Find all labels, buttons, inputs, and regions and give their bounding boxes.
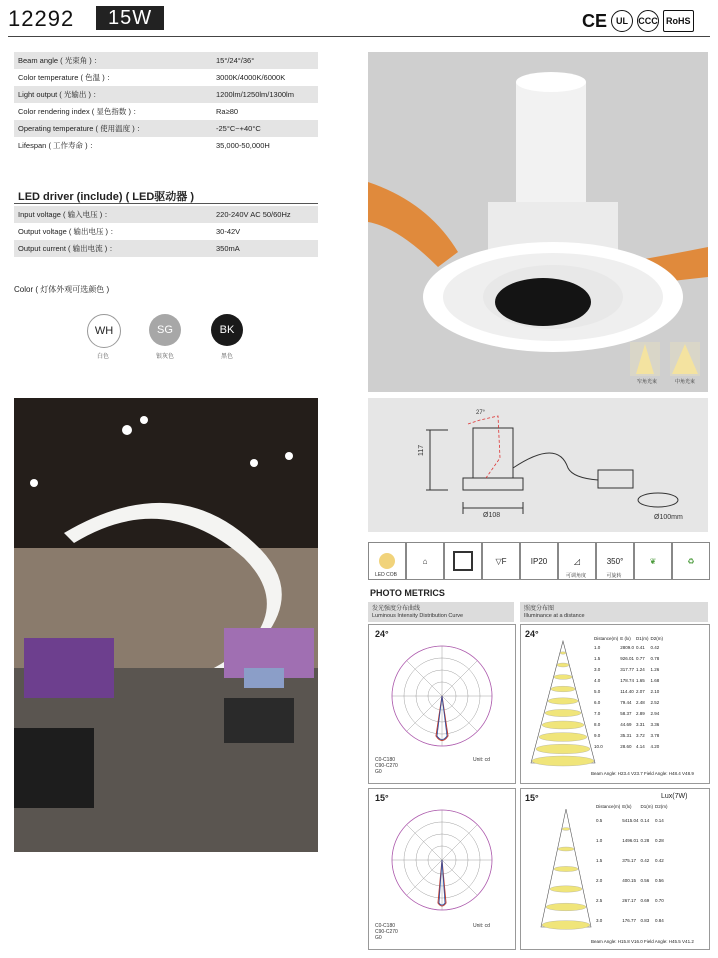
interior-photo (14, 398, 318, 852)
product-photo (368, 52, 708, 392)
beam-label-medium: 中角光束 (674, 379, 695, 385)
dimension-svg (368, 398, 708, 532)
icon-label: 可调角度 (565, 573, 586, 579)
spec-row: Color rendering index ( 显色指数 ) ： Ra≥80 (18, 107, 239, 116)
interior-illustration (14, 398, 318, 852)
spec-row: Color temperature ( 色温 ) ： 3000K/4000K/6000K (18, 73, 286, 82)
diameter-label: Ø108 (483, 512, 501, 519)
model-number: 12292 (8, 6, 75, 31)
downlight-illustration (368, 52, 708, 392)
icon-label: 可旋转 (606, 573, 622, 579)
right-col-header: 照度分布图 Illuminance at a distance (520, 602, 708, 622)
leaf-icon: ❦ (634, 542, 672, 580)
ccc-mark-icon: CCC (637, 10, 659, 32)
spec-row: Beam angle ( 光束角 ) ： 15°/24°/36° (14, 52, 318, 69)
driver-table (14, 206, 318, 257)
polar-chart-24: 24° C0-C180 C90-C270 G0 Unit: cd (368, 624, 516, 784)
rotate-icon: 350° (596, 542, 634, 580)
rohs-mark-icon: RoHS (663, 10, 694, 32)
color-swatch-wh: WH (87, 314, 121, 348)
left-col-header: 发光强度分布曲线 Luminous Intensity Distribution Curve (368, 602, 514, 622)
spec-row: Operating temperature ( 使用温度 ) ： -25°C~+40°C (14, 120, 318, 137)
beam-label-narrow: 窄角光束 (636, 379, 657, 385)
color-title: Color ( 灯体外观可选颜色 ) (14, 285, 110, 294)
spec-row: Light output ( 光输出 ) ： 1200lm/1250lm/1300lm (14, 86, 318, 103)
color-swatch-sg: SG (149, 314, 181, 346)
polar-unit: Unit: cd (473, 923, 490, 929)
photometrics-title: PHOTO METRICS (370, 588, 445, 598)
f-mark-icon: ▽F (482, 542, 520, 580)
polar-chart-15: 15° C0-C180 C90-C270 G0 Unit: cd (368, 788, 516, 950)
lux-label: Lux(7W) (661, 793, 688, 800)
recycle-icon: ♻ (672, 542, 710, 580)
height-label: 117 (418, 444, 425, 456)
polar-grid (387, 805, 497, 915)
color-name: 银灰色 (155, 354, 174, 360)
driver-row: Output voltage ( 输出电压 ) ： 30-42V (18, 227, 241, 236)
illuminance-cone-15: 15° Lux(7W) Distance(m) E(lx) D1(m) D2(m) 0.5 5415.04 0.14 0.14 1.0 1496.01 0.28 0.28 1.5 375.17 0.42 0.42 2.0 400.15 0.56 0.56 2.5 267.17 0.69 0.70 3.0 176.77 0.83 0.84 Beam Angle: H15.8 V16.0 Field Angle: H45.5 V41.2 (520, 788, 710, 950)
ce-mark-icon: CE (582, 10, 608, 31)
spec-table (14, 52, 318, 154)
spec-row: Lifespan ( 工作寿命 ) ： 35,000-50,000H (18, 141, 270, 150)
driver-rule (14, 203, 318, 204)
illuminance-table-24: Distance(m) E (lx) D1(m) D2(m) 1.0 2809.0 0.41 0.42 1.5 926.01 0.77 0.78 3.0 317.77 1.24 1.26 4.0 178.74 1.65 1.68 5.0 114.40 2.07 2.10 6.0 79.44 2.48 2.52 7.0 58.37 2.89 2.94 8.0 44.69 3.31 3.36 9.0 35.31 3.72 3.78 10.0 28.60 4.14 4.20 (594, 636, 664, 749)
polar-grid (387, 641, 497, 751)
tilt-icon: ◿ (558, 542, 596, 580)
polar-legend: C0-C180 C90-C270 G0 (375, 757, 398, 775)
ip20-icon: IP20 (520, 542, 558, 580)
color-swatch-bk: BK (211, 314, 243, 346)
icon-label: LED COB (375, 572, 397, 578)
color-name: 白色 (96, 354, 109, 360)
cone-footer: Beam Angle: H23.4 V23.7 Field Angle: H48.4 V48.9 (591, 771, 694, 776)
cutout-label: Ø100mm (654, 514, 683, 521)
illuminance-table-15: Distance(m) E(lx) D1(m) D2(m) 0.5 5415.04 0.14 0.14 1.0 1496.01 0.28 0.28 1.5 375.17 0.42 0.42 2.0 400.15 0.56 0.56 2.5 267.17 0.69 0.70 3.0 176.77 0.83 0.84 (596, 804, 668, 923)
tilt-angle-label: 27° (476, 410, 486, 416)
cone-footer: Beam Angle: H15.8 V16.0 Field Angle: H45.5 V41.2 (591, 939, 694, 944)
certification-marks (582, 10, 694, 32)
driver-row: Input voltage ( 输入电压 ) ： 220-240V AC 50/60Hz (14, 206, 318, 223)
illuminance-cone-24: 24° Distance(m) E (lx) D1(m) D2(m) 1.0 2809.0 0.41 0.42 1.5 926.01 0.77 0.78 3.0 317.77 1.24 1.26 4.0 178.74 1.65 1.68 5.0 114.40 2.07 2.10 6.0 79.44 2.48 2.52 7.0 58.37 2.89 2.94 8.0 44.69 3.31 3.36 9.0 35.31 3.72 3.78 10.0 28.60 4.14 4.20 Beam Angle: H23.4 V23.7 Field Angle: H48.4 V48.9 (520, 624, 710, 784)
driver-title: LED driver (include) ( LED驱动器 ) (18, 191, 195, 203)
polar-unit: Unit: cd (473, 757, 490, 763)
color-name: 黑色 (220, 354, 233, 360)
indoor-icon: ⌂ (406, 542, 444, 580)
driver-row: Output current ( 输出电流 ) ： 350mA (14, 240, 318, 257)
ul-mark-icon: UL (611, 10, 633, 32)
cone-svg (527, 639, 599, 769)
polar-legend: C0-C180 C90-C270 G0 (375, 923, 398, 941)
header-rule (8, 36, 710, 37)
dimension-drawing (368, 398, 708, 532)
cone-svg (531, 807, 601, 933)
class2-icon (444, 542, 482, 580)
power-badge: 15W (96, 6, 164, 30)
